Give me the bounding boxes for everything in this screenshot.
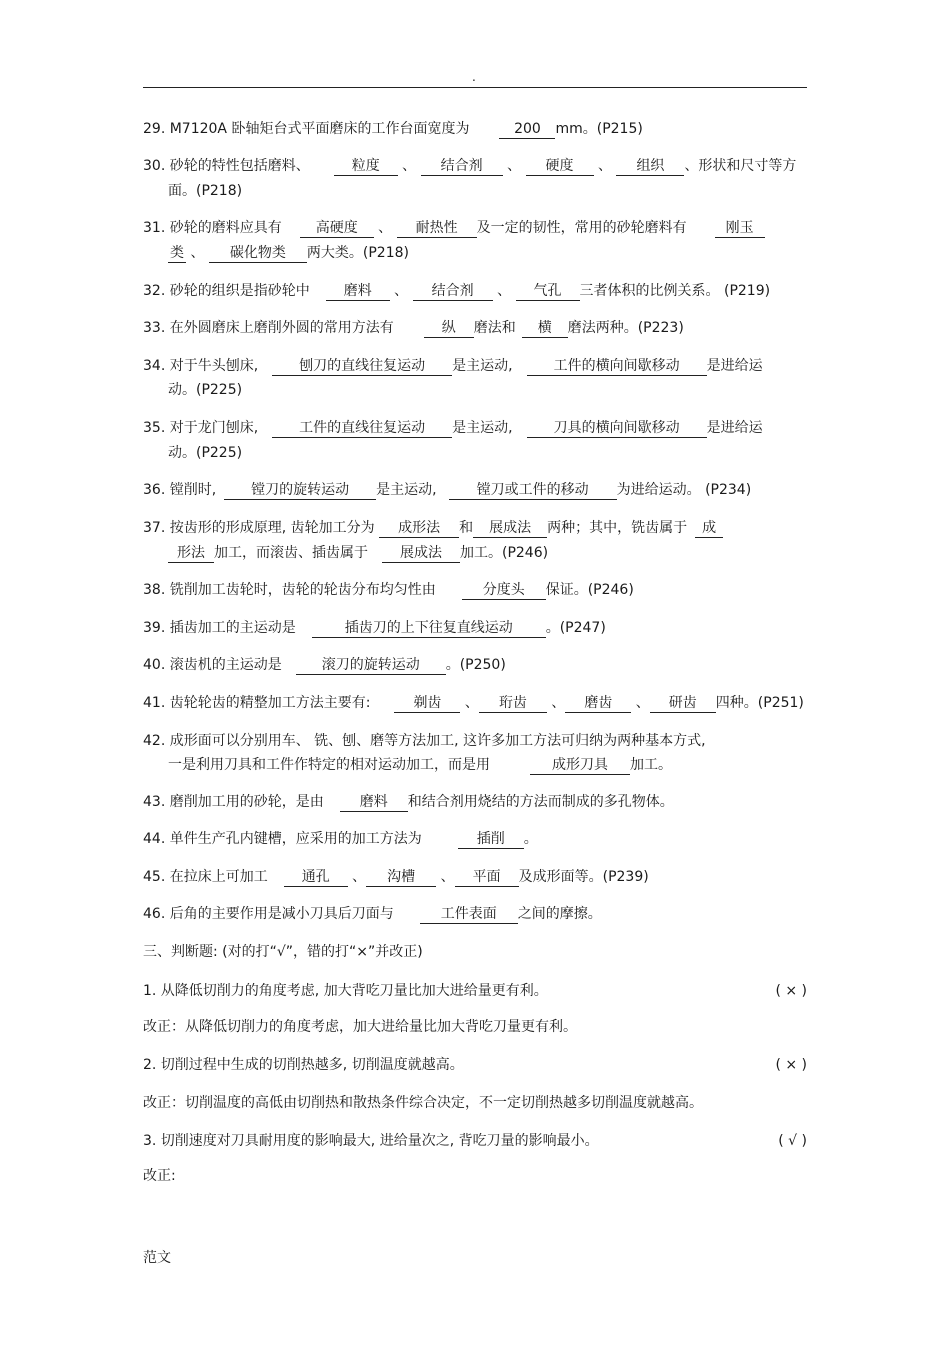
judgment-2-correction: 改正：切削温度的高低由切削热和散热条件综合决定，不一定切削热越多切削温度就越高。: [143, 1095, 703, 1111]
question-40: [143, 655, 807, 675]
question-33: [143, 318, 807, 338]
answer-blank: 成形刀具: [530, 756, 630, 775]
question-text: 保证。(P246): [545, 582, 634, 598]
answer-blank: 展成法: [473, 519, 547, 538]
question-text: 加工。(P246): [460, 545, 549, 561]
question-text: 为进给运动。 (P234): [616, 482, 752, 498]
answer-blank: 珩齿: [479, 694, 547, 713]
question-text: 是主运动,: [452, 420, 513, 436]
section-title: 三、判断题: (对的打“√”，错的打“×”并改正): [143, 944, 423, 960]
question-text: 是主运动,: [376, 482, 437, 498]
judgment-text: 2. 切削过程中生成的切削热越多, 切削温度就越高。: [143, 1057, 464, 1073]
answer-blank: 成: [695, 519, 723, 538]
question-text: 29. M7120A 卧轴矩台式平面磨床的工作台面宽度为: [143, 121, 470, 137]
answer-blank: 组织: [616, 157, 684, 176]
answer-blank: 插削: [458, 830, 524, 849]
question-37: [143, 518, 807, 538]
question-text: 加工。: [630, 757, 672, 773]
answer-blank: 镗刀的旋转运动: [224, 481, 376, 500]
judgment-text: 3. 切削速度对刀具耐用度的影响最大, 进给量次之, 背吃刀量的影响最小。: [143, 1133, 599, 1149]
question-text: 三者体积的比例关系。 (P219): [579, 283, 771, 299]
question-text: 是进给运: [706, 358, 763, 374]
question-42-cont: [168, 755, 807, 775]
answer-blank: 通孔: [284, 868, 348, 887]
question-text: 39. 插齿加工的主运动是: [143, 620, 296, 636]
answer-blank: 磨料: [340, 793, 408, 812]
question-42: 42. 成形面可以分别用车、 铣、刨、磨等方法加工, 这许多加工方法可归纳为两种基本方式,: [143, 733, 706, 749]
judgment-1: [143, 981, 807, 1001]
question-35: [143, 418, 807, 438]
question-text: 34. 对于牛头刨床,: [143, 358, 259, 374]
question-text: 41. 齿轮轮齿的精整加工方法主要有:: [143, 695, 371, 711]
question-text: mm。(P215): [555, 121, 643, 137]
answer-blank: 碳化物类: [209, 244, 307, 263]
header-rule: [143, 87, 807, 88]
answer-blank: 插齿刀的上下往复直线运动: [312, 619, 546, 638]
question-text: 38. 铣削加工齿轮时，齿轮的轮齿分布均匀性由: [143, 582, 436, 598]
question-text: 磨法两种。(P223): [567, 320, 684, 336]
question-text: 30. 砂轮的特性包括磨料、: [143, 158, 310, 174]
question-37-cont: [168, 543, 807, 563]
question-39: [143, 618, 807, 638]
answer-blank: 工件的横向间歇移动: [527, 357, 707, 376]
question-text: 两种；其中，铣齿属于: [547, 520, 688, 536]
answer-blank: 研齿: [650, 694, 716, 713]
question-text: 37. 按齿形的形成原理, 齿轮加工分为: [143, 520, 375, 536]
question-text: 、形状和尺寸等方: [684, 158, 797, 174]
question-text: 和: [459, 520, 474, 536]
question-29: [143, 119, 807, 139]
question-text: 两大类。(P218): [306, 245, 409, 261]
answer-blank: 平面: [455, 868, 519, 887]
answer-blank: 耐热性: [397, 219, 477, 238]
answer-blank: 展成法: [382, 544, 460, 563]
question-text: 45. 在拉床上可加工: [143, 869, 268, 885]
answer-blank: 横: [522, 319, 568, 338]
answer-blank: 200: [499, 120, 555, 139]
question-text: 46. 后角的主要作用是减小刀具后刀面与: [143, 906, 394, 922]
answer-blank: 分度头: [462, 581, 546, 600]
question-text: 四种。(P251): [715, 695, 804, 711]
question-text: 一是利用刀具和工件作特定的相对运动加工，而是用: [168, 757, 490, 773]
question-32: 32. 砂轮的组织是指砂轮中 磨料 、 结合剂 、 气孔 三者体积的比例关系。 (P219): [143, 283, 771, 299]
footer-label: 范文: [143, 1250, 171, 1266]
question-34-cont: 动。(P225): [168, 382, 243, 398]
question-41: 41. 齿轮轮齿的精整加工方法主要有: 剃齿 、 珩齿 、 磨齿 、 研齿 四种。(P251): [143, 695, 804, 711]
question-45: 45. 在拉床上可加工 通孔 、 沟槽 、 平面 及成形面等。(P239): [143, 869, 649, 885]
question-text: 是主运动,: [452, 358, 513, 374]
answer-blank: 刚玉: [715, 219, 765, 238]
answer-blank: 气孔: [516, 282, 580, 301]
answer-blank: 磨料: [326, 282, 390, 301]
header-dot: .: [472, 70, 476, 84]
answer-blank: 工件表面: [420, 905, 518, 924]
judgment-1-correction: 改正：从降低切削力的角度考虑，加大进给量比加大背吃刀量更有利。: [143, 1019, 577, 1035]
question-text: 32. 砂轮的组织是指砂轮中: [143, 283, 310, 299]
question-text: 及一定的韧性，常用的砂轮磨料有: [476, 220, 687, 236]
answer-blank: 粒度: [334, 157, 398, 176]
question-38: [143, 580, 807, 600]
judgment-mark: ( × ): [775, 1057, 807, 1073]
answer-blank: 刀具的横向间歇移动: [527, 419, 707, 438]
question-text: 及成形面等。(P239): [518, 869, 649, 885]
question-30-cont: 面。(P218): [168, 183, 243, 199]
question-text: 加工，而滚齿、插齿属于: [214, 545, 368, 561]
question-text: 43. 磨削加工用的砂轮，是由: [143, 794, 324, 810]
answer-blank: 沟槽: [366, 868, 436, 887]
answer-blank: 结合剂: [413, 282, 493, 301]
answer-blank: 硬度: [526, 157, 594, 176]
question-text: 。(P250): [445, 657, 506, 673]
answer-blank: 纵: [424, 319, 474, 338]
answer-blank: 形法: [168, 544, 214, 563]
question-46: [143, 904, 807, 924]
answer-blank: 磨齿: [565, 694, 631, 713]
judgment-mark: ( × ): [775, 983, 807, 999]
question-43: [143, 792, 807, 812]
answer-blank: 工件的直线往复运动: [272, 419, 452, 438]
question-text: 。(P247): [545, 620, 606, 636]
question-31-cont: 类 、 碳化物类 两大类。(P218): [170, 245, 409, 261]
question-text: 。: [523, 831, 538, 847]
answer-blank: 滚刀的旋转运动: [296, 656, 446, 675]
answer-blank: 刨刀的直线往复运动: [272, 357, 452, 376]
question-36: [143, 480, 807, 500]
judgment-mark: ( √ ): [778, 1133, 807, 1149]
question-text: 44. 单件生产孔内键槽，应采用的加工方法为: [143, 831, 422, 847]
answer-blank: 镗刀或工件的移动: [449, 481, 617, 500]
question-35-cont: 动。(P225): [168, 445, 243, 461]
question-text: 是进给运: [706, 420, 763, 436]
judgment-3: [143, 1131, 807, 1151]
answer-blank: 类: [170, 245, 184, 261]
question-text: 和结合剂用烧结的方法而制成的多孔物体。: [407, 794, 674, 810]
question-34: [143, 356, 807, 376]
question-30: 30. 砂轮的特性包括磨料、 粒度 、 结合剂 、 硬度 、 组织 、形状和尺寸等方: [143, 158, 797, 174]
question-text: 磨法和: [473, 320, 516, 336]
question-text: 之间的摩擦。: [517, 906, 602, 922]
judgment-2: [143, 1055, 807, 1075]
question-text: 36. 镗削时,: [143, 482, 217, 498]
question-44: [143, 829, 807, 849]
judgment-3-correction: 改正:: [143, 1168, 176, 1184]
question-text: 40. 滚齿机的主运动是: [143, 657, 282, 673]
answer-blank: 高硬度: [300, 219, 374, 238]
question-text: 31. 砂轮的磨料应具有: [143, 220, 282, 236]
answer-blank: 结合剂: [421, 157, 503, 176]
judgment-text: 1. 从降低切削力的角度考虑, 加大背吃刀量比加大进给量更有利。: [143, 983, 548, 999]
question-text: 33. 在外圆磨床上磨削外圆的常用方法有: [143, 320, 394, 336]
question-31: 31. 砂轮的磨料应具有 高硬度 、 耐热性 及一定的韧性，常用的砂轮磨料有 刚玉: [143, 218, 807, 238]
question-text: 35. 对于龙门刨床,: [143, 420, 259, 436]
answer-blank: 成形法: [379, 519, 459, 538]
answer-blank: 剃齿: [394, 694, 460, 713]
